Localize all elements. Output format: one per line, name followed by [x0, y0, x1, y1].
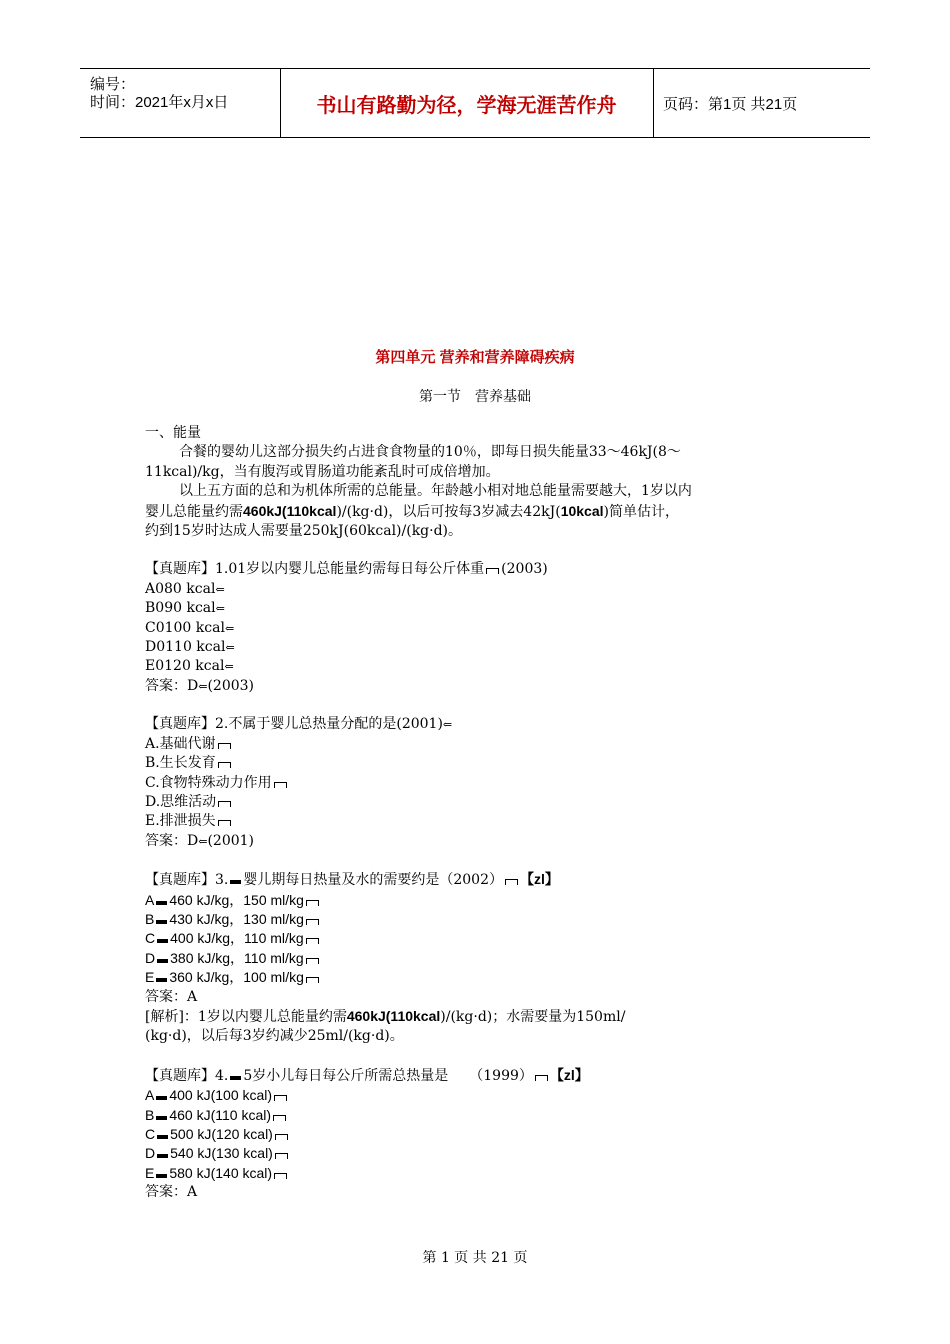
paragraph-line: 约到15岁时达成人需要量250kJ(60kcal)/(kg·d)。 — [145, 523, 463, 540]
question-3-explanation: (kg·d)，以后每3岁约减少25ml/(kg·d)。 — [145, 1028, 404, 1045]
paragraph-line: 婴儿总能量约需460kJ(110kcal)/(kg·d)，以后可按每3岁减去42kJ(10kcal)简单估计， — [145, 502, 679, 520]
paragraph-line: 11kcal)/kg，当有腹泻或胃肠道功能紊乱时可成倍增加。 — [145, 463, 500, 480]
question-4-option: E 580 kJ(140 kcal) — [145, 1164, 815, 1183]
unit-title: 第四单元 营养和营养障碍疾病 — [375, 349, 575, 366]
question-3-option: B 430 kJ/kg，130 ml/kg — [145, 910, 815, 929]
question-1-option: A080 kcal⇐ — [145, 580, 225, 597]
question-2-option: C.食物特殊动力作用 — [145, 774, 815, 793]
question-2-answer: 答案：D⇐(2001) — [145, 832, 255, 849]
question-1-option: B090 kcal⇐ — [145, 600, 225, 617]
header-meta-cell — [80, 69, 281, 137]
question-3-answer: 答案：A — [145, 988, 198, 1005]
number-label: 编号： — [90, 76, 136, 93]
question-3-explanation: [解析]：1岁以内婴儿总能量约需460kJ(110kcal)/(kg·d)；水需要量为150ml/ — [145, 1007, 626, 1025]
question-4-option: B 460 kJ(110 kcal) — [145, 1106, 815, 1125]
question-2-option: B.生长发育 — [145, 754, 815, 773]
question-2-option: A.基础代谢 — [145, 735, 815, 754]
paragraph-line: 以上五方面的总和为机体所需的总能量。年龄越小相对地总能量需要越大，1岁以内 — [179, 483, 692, 500]
question-2-stem: 【真题库】2.不属于婴儿总热量分配的是(2001)⇐ — [145, 716, 453, 733]
question-1-option: C0100 kcal⇐ — [145, 619, 235, 636]
page-header — [80, 68, 870, 138]
space-mark-icon — [486, 568, 499, 574]
question-1-option: E0120 kcal⇐ — [145, 658, 234, 675]
question-3-option: A 460 kJ/kg，150 ml/kg — [145, 891, 815, 910]
question-1-answer: 答案：D⇐(2003) — [145, 677, 255, 694]
question-3-option: C 400 kJ/kg，110 ml/kg — [145, 929, 815, 948]
document-body — [145, 424, 815, 1203]
question-2-option: E.排泄损失 — [145, 812, 815, 831]
time-label: 时间：2021年x月x日 — [90, 94, 229, 111]
question-4-answer: 答案：A — [145, 1184, 198, 1201]
question-4-option: D 540 kJ(130 kcal) — [145, 1144, 815, 1163]
header-page-label: 页码：第1页 共21页 — [663, 95, 798, 113]
question-4-option: C 500 kJ(120 kcal) — [145, 1125, 815, 1144]
paragraph-line: 合餐的婴幼儿这部分损失约占进食食物量的10％，即每日损失能量33～46kJ(8～ — [179, 444, 681, 461]
question-3-stem: 【真题库】3. 婴儿期每日热量及水的需要约是（2002） 【zl】 — [145, 871, 559, 889]
section-title: 第一节 营养基础 — [419, 389, 531, 405]
question-2-option: D.思维活动 — [145, 793, 815, 812]
page-footer: 第 1 页 共 21 页 — [422, 1250, 528, 1266]
header-motto: 书山有路勤为径，学海无涯苦作舟 — [280, 69, 654, 137]
question-3-option: D 380 kJ/kg，110 ml/kg — [145, 949, 815, 968]
question-1-option: D0110 kcal⇐ — [145, 639, 235, 656]
question-3-option: E 360 kJ/kg，100 ml/kg — [145, 968, 815, 987]
question-1-stem: 【真题库】1.01岁以内婴儿总能量约需每日每公斤体重 (2003) — [145, 561, 548, 578]
question-4-stem: 【真题库】4. 5岁小儿每日每公斤所需总热量是 （1999） 【zl】 — [145, 1066, 589, 1084]
question-4-option: A 400 kJ(100 kcal) — [145, 1086, 815, 1105]
heading-energy: 一、能量 — [145, 425, 201, 441]
